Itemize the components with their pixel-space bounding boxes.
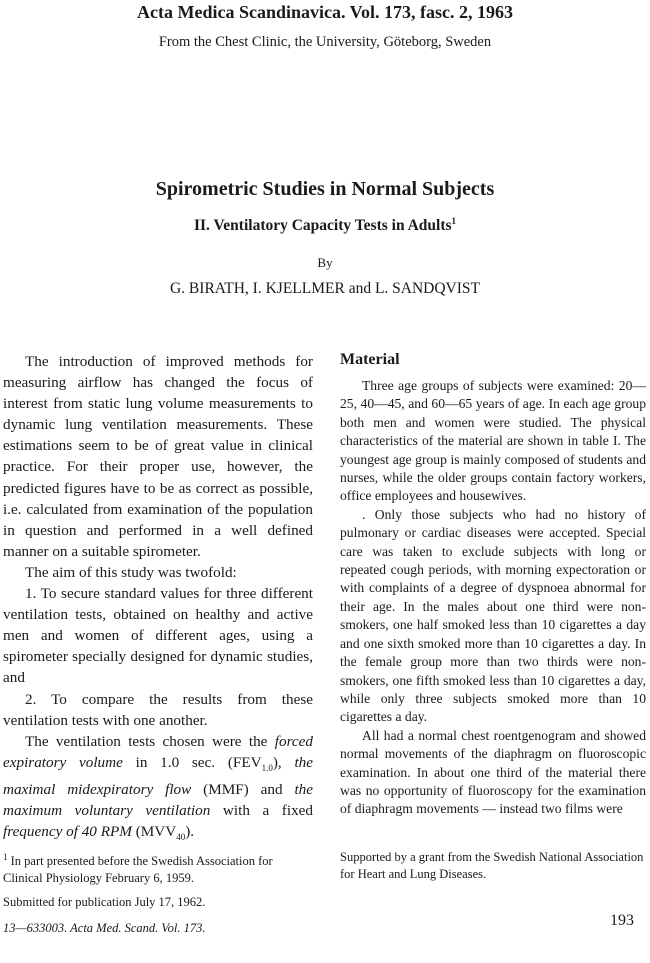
tests-text-c: ),: [272, 753, 295, 771]
material-paragraph-2: . Only those subjects who had no history of pulmonary or cardiac diseases were accepted. Special care was taken to exclude subjects with long or repeated cough periods, with morning expectoration or with complaints of a degree of dyspnoea abnormal for their age. In the males about one third were non-smokers, one half smoked less than 10 cigarettes a day and one sixth smoked more than 10 cigarettes a day. In the female group more than two thirds were non-smokers, one fifth smoked less than 10 cigarettes a day, while only three subjects smoked more than 10 cigarettes a day.: [340, 506, 646, 725]
frequency-term: frequency of 40 RPM: [3, 823, 132, 841]
article-subtitle: [0, 216, 650, 235]
mvv-term: the maximum voluntary ventilation: [3, 780, 313, 819]
tests-paragraph: [3, 731, 313, 849]
intro-paragraph: The introduction of improved methods for measuring airflow has changed the focus of interest from static lung volume measurements to dynamic lung ventilation measurements. These estimations seem to be of great value in clinical practice. For their proper use, however, the predicted figures have to be as correct as possible, i.e. calculated from examination of the population in question and performed in a well defined manner on a suitable spirometer.: [3, 353, 313, 560]
subtitle-text: II. Ventilatory Capacity Tests in Adults: [193, 217, 452, 235]
fev-subscript: 1.0: [261, 762, 273, 773]
tests-text-e: with a fixed: [210, 802, 314, 819]
material-paragraph-3: All had a normal chest roentgenogram and showed normal movements of the diaphragm on fluoroscopic examination. In about one third of the material there was no opportunity of fluoroscopy for the examination of diaphragm movements — instead two films were: [340, 727, 646, 817]
tests-text-b: in 1.0 sec. (FEV: [122, 753, 262, 771]
author1-initial: G. B: [169, 280, 200, 297]
footnote-text: In part presented before the Swedish Association for Clinical Physiology February 6, 1959.: [3, 854, 273, 886]
article-title: Spirometric Studies in Normal Subjects: [155, 178, 495, 200]
fev-term: forced expiratory volume: [3, 732, 313, 771]
submitted-date: Submitted for publication July 17, 1962.: [3, 895, 206, 909]
material-heading: Material: [340, 351, 400, 368]
tests-text-g: ).: [185, 823, 195, 841]
aim-paragraph: The aim of this study was twofold:: [25, 563, 237, 581]
author2-surname: JELLMER: [276, 280, 345, 297]
author2-initial: , I. K: [244, 280, 277, 297]
by-line: By: [317, 255, 333, 270]
subtitle-footnote-mark: 1: [451, 216, 457, 226]
print-code: 13—633003. Acta Med. Scand. Vol. 173.: [3, 921, 206, 935]
author3-surname: ANDQVIST: [400, 280, 480, 297]
aim-item-1: 1. To secure standard values for three different ventilation tests, obtained on healthy and active men and women of different ages, using a spirometer specially designed for dynamic studies, and: [3, 585, 313, 687]
tests-text-a: The ventilation tests chosen were the: [25, 732, 275, 750]
material-paragraph-1: Three age groups of subjects were examined: 20—25, 40—45, and 60—65 years of age. In each age group both men and women were studied. The physical characteristics of the material are shown in table I. The youngest age group is mainly composed of students and nurses, while the older groups contain factory workers, office employees and housewives.: [340, 378, 646, 504]
mmf-term: the maximal midexpiratory flow: [3, 753, 314, 798]
left-column: [3, 351, 313, 848]
author3-initial: and L. S: [344, 280, 401, 297]
support-note: Supported by a grant from the Swedish National Association for Heart and Lung Diseases.: [340, 850, 644, 881]
institution-line: From the Chest Clinic, the University, Göteborg, Sweden: [158, 34, 492, 50]
authors: [0, 280, 650, 298]
tests-text-f: (MVV: [131, 823, 177, 841]
right-column: [340, 377, 646, 819]
page-number: 193: [610, 912, 634, 929]
aim-item-2: 2. To compare the results from these ventilation tests with one another.: [3, 690, 313, 729]
journal-header: Acta Medica Scandinavica. Vol. 173, fasc. 2, 1963: [137, 2, 513, 22]
mvv-subscript: 40: [176, 832, 186, 843]
tests-text-d: (MMF) and: [191, 780, 295, 798]
footnote: [3, 849, 313, 887]
footnote-mark: 1: [3, 852, 8, 862]
author1-surname: IRATH: [199, 280, 245, 297]
